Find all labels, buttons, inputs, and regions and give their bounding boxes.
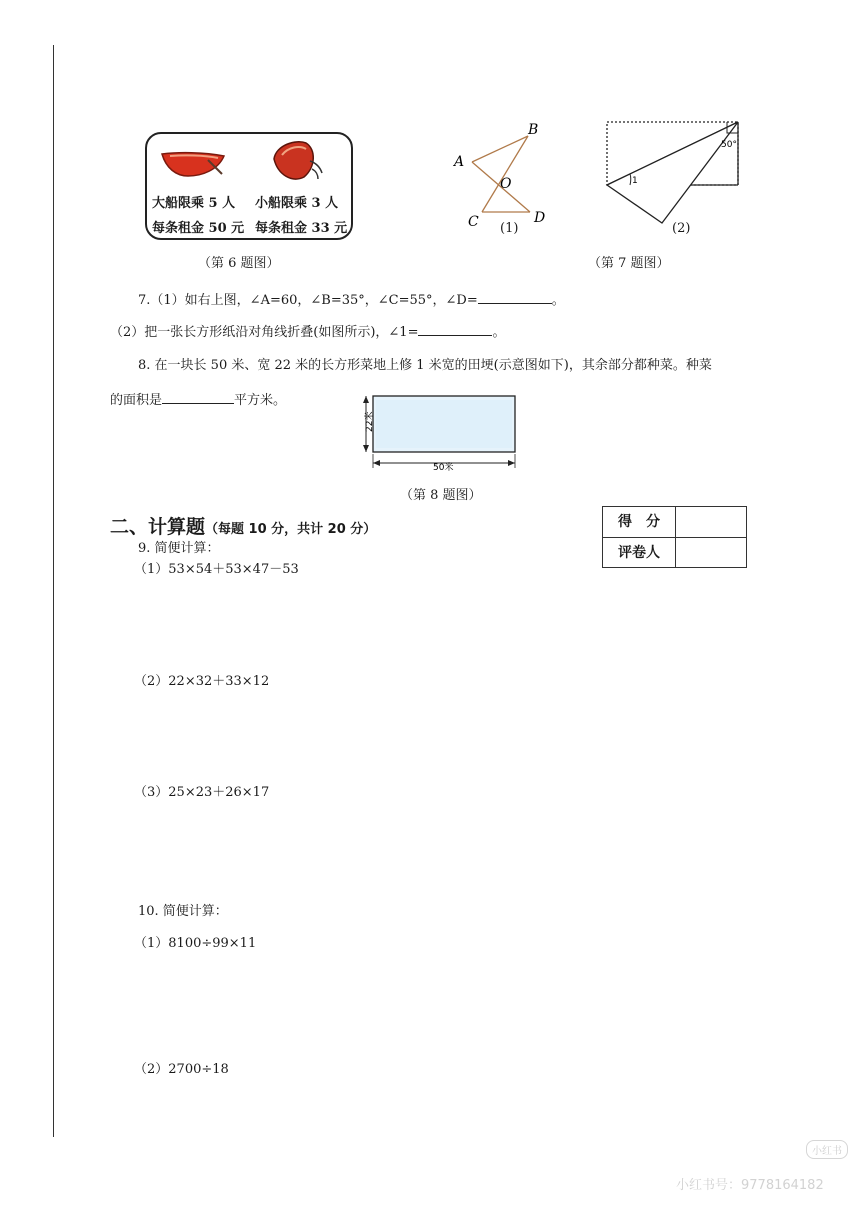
point-o-label: O	[500, 176, 512, 192]
q7-end-mark-1: 。	[551, 293, 565, 308]
watermark-logo: 小红书	[806, 1140, 848, 1159]
q10-title: 10. 简便计算：	[138, 904, 228, 919]
q8-line2	[110, 389, 286, 410]
q9-title: 9. 简便计算：	[138, 541, 220, 556]
q8-answer-blank[interactable]	[162, 389, 234, 404]
angle-1-label: 1	[632, 176, 638, 186]
big-boat-rent: 每条租金 50 元	[152, 221, 245, 236]
point-d-label: D	[534, 210, 546, 226]
fig7-angle-diagram	[450, 118, 560, 230]
point-c-label: C	[468, 214, 479, 230]
grader-row	[603, 538, 746, 568]
q8-line2-suffix: 平方米。	[234, 393, 287, 408]
big-boat-icon	[158, 140, 228, 184]
grader-label: 评卷人	[603, 538, 676, 568]
q10-item-2: （2）2700÷18	[134, 1062, 229, 1077]
fig6-caption: （第 6 题图）	[198, 256, 280, 271]
q9-item-3: （3）25×23＋26×17	[134, 785, 270, 800]
fig7-fold-diagram	[600, 115, 745, 230]
small-boat-capacity: 小船限乘 3 人	[255, 196, 339, 211]
q10-item-1: （1）8100÷99×11	[134, 936, 257, 951]
q8-line1: 8. 在一块长 50 米、宽 22 米的长方形菜地上修 1 米宽的田埂(示意图如下)，其余部分都种菜。种菜	[138, 358, 712, 373]
section2-subtitle: （每题 10 分，共计 20 分）	[205, 522, 377, 537]
point-b-label: B	[528, 122, 539, 138]
q7-part2	[110, 321, 506, 342]
score-row	[603, 507, 746, 538]
q7-answer-blank-1[interactable]	[478, 289, 552, 304]
fig8-caption: （第 8 题图）	[400, 488, 482, 503]
small-boat-icon	[266, 137, 326, 187]
binding-margin-line	[53, 45, 54, 1137]
segment-bc	[482, 136, 528, 212]
score-table	[602, 506, 747, 568]
angle-50-label: 50°	[721, 140, 737, 150]
fig7-part2-label: (2)	[672, 221, 691, 236]
fig7-part1-label: (1)	[500, 221, 519, 236]
point-a-label: A	[454, 154, 465, 170]
watermark-text: 小红书号：9778164182	[676, 1178, 824, 1193]
fig8-field-diagram	[356, 392, 522, 474]
q7-end-mark-2: 。	[492, 325, 506, 340]
folded-triangle	[607, 122, 738, 223]
small-boat-rent: 每条租金 33 元	[255, 221, 348, 236]
q8-line2-prefix: 的面积是	[110, 393, 163, 408]
fig7-caption: （第 7 题图）	[588, 256, 670, 271]
q7-answer-blank-2[interactable]	[418, 321, 492, 336]
q7-part2-text: （2）把一张长方形纸沿对角线折叠(如图所示)，∠1=	[110, 325, 419, 340]
big-boat-capacity: 大船限乘 5 人	[152, 196, 236, 211]
section2-header	[110, 512, 376, 539]
fig8-width-label: 22米	[365, 411, 375, 432]
q9-item-2: （2）22×32＋33×12	[134, 674, 270, 689]
section2-title: 二、计算题	[110, 516, 206, 538]
q7-part1	[138, 289, 565, 310]
q9-item-1: （1）53×54＋53×47－53	[134, 562, 299, 577]
q7-part1-text: 7.（1）如右上图，∠A=60，∠B=35°，∠C=55°，∠D=	[138, 293, 478, 308]
score-label: 得 分	[603, 507, 676, 537]
fig8-length-label: 50米	[433, 463, 454, 473]
